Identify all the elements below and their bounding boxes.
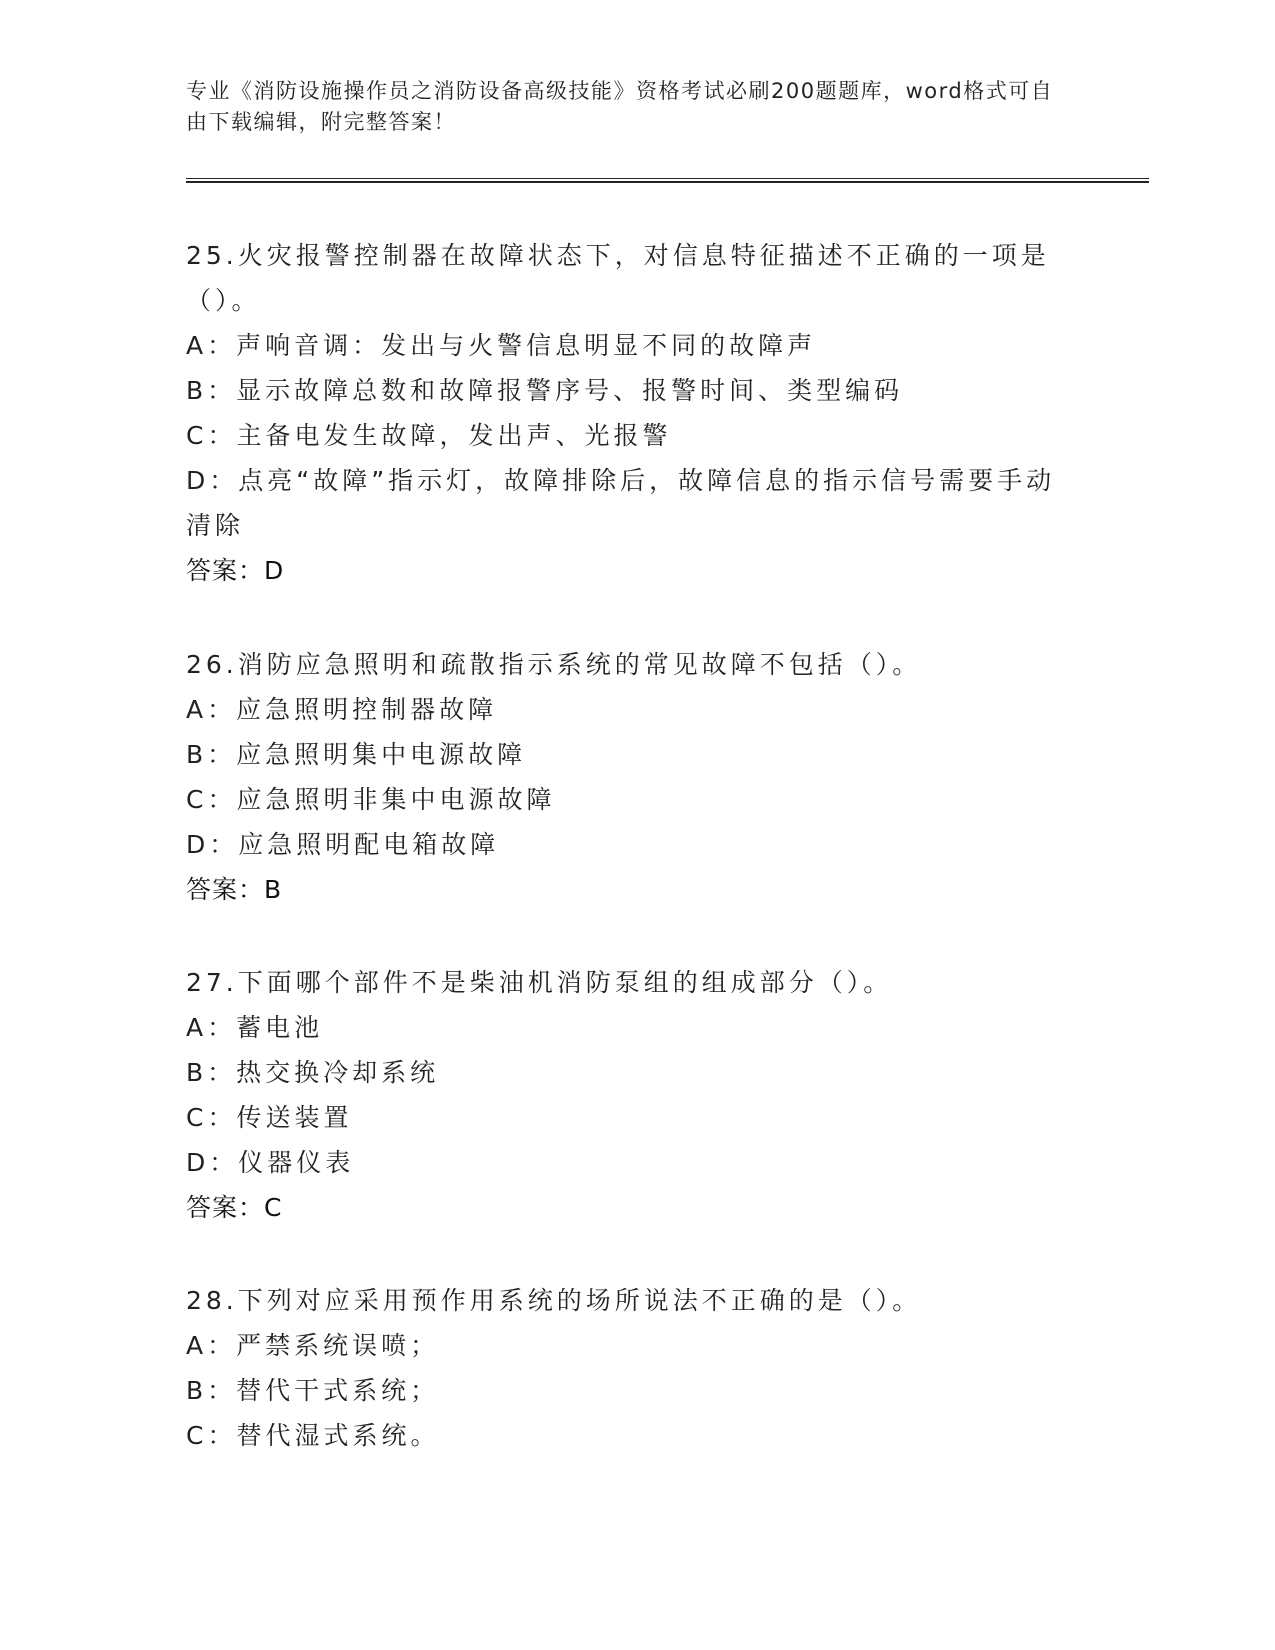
option-a: A：应急照明控制器故障 (186, 695, 498, 724)
answer: 答案：D (186, 556, 285, 585)
question-stem: 25.火灾报警控制器在故障状态下，对信息特征描述不正确的一项是（）。 (186, 241, 1050, 315)
question-25 (186, 233, 1066, 593)
option-d: D：应急照明配电箱故障 (186, 830, 500, 859)
option-d: D：点亮“故障”指示灯，故障排除后，故障信息的指示信号需要手动清除 (186, 466, 1056, 540)
option-b: B：应急照明集中电源故障 (186, 740, 527, 769)
question-27 (186, 960, 1066, 1230)
answer: 答案：C (186, 1193, 283, 1222)
question-stem: 28.下列对应采用预作用系统的场所说法不正确的是（）。 (186, 1286, 922, 1315)
question-stem: 26.消防应急照明和疏散指示系统的常见故障不包括（）。 (186, 650, 922, 679)
document-header: 专业《消防设施操作员之消防设备高级技能》资格考试必刷200题题库，word格式可自由下载编辑，附完整答案！ (186, 79, 1054, 134)
answer: 答案：B (186, 875, 283, 904)
question-stem: 27.下面哪个部件不是柴油机消防泵组的组成部分（）。 (186, 968, 893, 997)
option-c: C：传送装置 (186, 1103, 353, 1132)
question-26 (186, 642, 1066, 912)
option-c: C：替代湿式系统。 (186, 1421, 440, 1450)
option-d: D：仪器仪表 (186, 1148, 355, 1177)
option-a: A：蓄电池 (186, 1013, 324, 1042)
question-28 (186, 1278, 1066, 1458)
option-a: A：严禁系统误喷； (186, 1331, 440, 1360)
option-b: B：热交换冷却系统 (186, 1058, 440, 1087)
option-c: C：主备电发生故障，发出声、光报警 (186, 421, 672, 450)
option-a: A：声响音调：发出与火警信息明显不同的故障声 (186, 331, 817, 360)
option-b: B：显示故障总数和故障报警序号、报警时间、类型编码 (186, 376, 904, 405)
option-b: B：替代干式系统； (186, 1376, 440, 1405)
option-c: C：应急照明非集中电源故障 (186, 785, 556, 814)
header-divider-top (186, 178, 1149, 179)
header-divider-bottom (186, 181, 1149, 183)
